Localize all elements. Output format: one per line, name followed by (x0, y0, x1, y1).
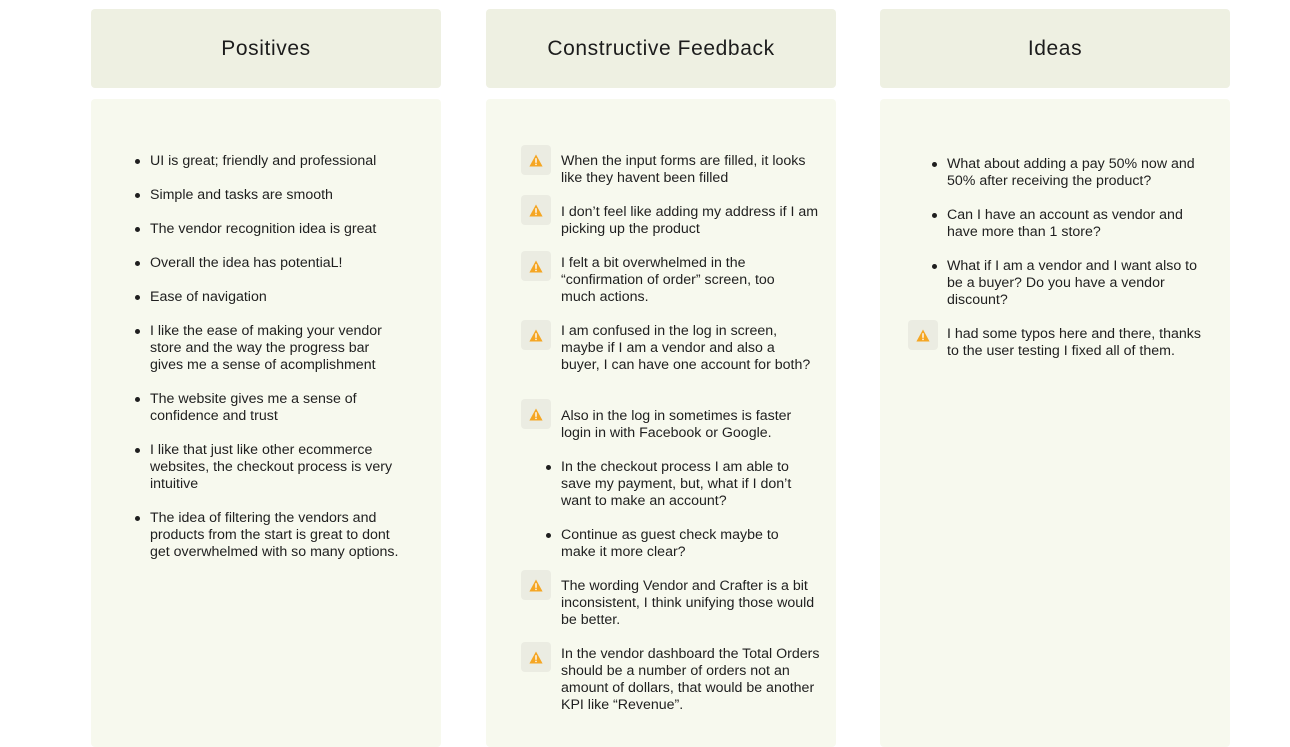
list-item (561, 578, 821, 629)
bullet-icon (932, 162, 937, 167)
item-text: The website gives me a sense of confidence and trust (150, 391, 357, 424)
item-text: I am confused in the log in screen, maybe if I am a vendor and also a buyer, I can have one account for both? (561, 323, 811, 373)
column-title: Positives (91, 9, 441, 88)
warning-icon (521, 642, 551, 672)
bullet-icon (135, 159, 140, 164)
column-card (91, 99, 441, 747)
list-item (561, 459, 821, 510)
bullet-icon (135, 516, 140, 521)
list-item (150, 221, 405, 238)
bullet-icon (546, 533, 551, 538)
item-text: In the checkout process I am able to save my payment, but, what if I don’t want to make an account? (561, 459, 792, 509)
list-item (561, 527, 806, 561)
column-card (880, 99, 1230, 747)
item-text: UI is great; friendly and professional (150, 153, 377, 169)
column-ideas (880, 9, 1230, 359)
warning-icon (521, 145, 551, 175)
item-text: I felt a bit overwhelmed in the “confirmation of order” screen, too much actions. (561, 255, 775, 305)
item-text: What if I am a vendor and I want also to be a buyer? Do you have a vendor discount? (947, 258, 1197, 308)
bullet-icon (932, 213, 937, 218)
item-text: Can I have an account as vendor and have more than 1 store? (947, 207, 1183, 240)
list-item (561, 255, 811, 306)
bullet-icon (135, 295, 140, 300)
item-text: What about adding a pay 50% now and 50% after receiving the product? (947, 156, 1195, 189)
warning-icon (521, 320, 551, 350)
list-item (561, 153, 821, 187)
list-item (947, 207, 1205, 241)
list-item (561, 323, 811, 374)
list-item (150, 255, 405, 272)
list-item (561, 408, 821, 442)
warning-icon (908, 320, 938, 350)
list-item (947, 258, 1205, 309)
bullet-icon (135, 193, 140, 198)
bullet-icon (135, 448, 140, 453)
list-item (150, 442, 405, 493)
column-constructive-feedback (486, 9, 836, 713)
item-text: I don’t feel like adding my address if I am picking up the product (561, 204, 819, 237)
item-text: The wording Vendor and Crafter is a bit inconsistent, I think unifying those would be better. (561, 578, 815, 628)
column-title: Ideas (880, 9, 1230, 88)
list-item (150, 187, 405, 204)
item-text: The idea of filtering the vendors and products from the start is great to dont get overwhelmed with so many options. (150, 510, 399, 560)
column-title: Constructive Feedback (486, 9, 836, 88)
item-text: Overall the idea has potentiaL! (150, 255, 343, 271)
warning-icon (521, 570, 551, 600)
warning-icon (521, 251, 551, 281)
list-item (150, 391, 390, 425)
bullet-icon (546, 465, 551, 470)
warning-icon (521, 399, 551, 429)
list-item (947, 156, 1205, 190)
item-text: When the input forms are filled, it looks like they havent been filled (561, 153, 806, 186)
bullet-icon (135, 227, 140, 232)
list-item (150, 510, 405, 561)
list-item (947, 326, 1209, 360)
item-text: Ease of navigation (150, 289, 267, 305)
bullet-icon (135, 261, 140, 266)
column-card (486, 99, 836, 747)
list-item (561, 646, 821, 714)
warning-icon (521, 195, 551, 225)
item-text: The vendor recognition idea is great (150, 221, 377, 237)
item-text: I like that just like other ecommerce websites, the checkout process is very intuitive (150, 442, 393, 492)
item-text: I like the ease of making your vendor store and the way the progress bar gives me a sense of acomplishment (150, 323, 382, 373)
bullet-icon (932, 264, 937, 269)
list-item (561, 204, 821, 238)
item-text: In the vendor dashboard the Total Orders should be a number of orders not an amount of dollars, that would be another KPI like “Revenue”. (561, 646, 820, 713)
list-item (150, 289, 405, 306)
list-item (150, 153, 405, 170)
list-item (150, 323, 405, 374)
bullet-icon (135, 397, 140, 402)
bullet-icon (135, 329, 140, 334)
item-text: Continue as guest check maybe to make it more clear? (561, 527, 779, 560)
item-text: Also in the log in sometimes is faster login in with Facebook or Google. (561, 408, 792, 441)
item-text: Simple and tasks are smooth (150, 187, 333, 203)
item-text: I had some typos here and there, thanks to the user testing I fixed all of them. (947, 326, 1201, 359)
column-positives (91, 9, 441, 560)
